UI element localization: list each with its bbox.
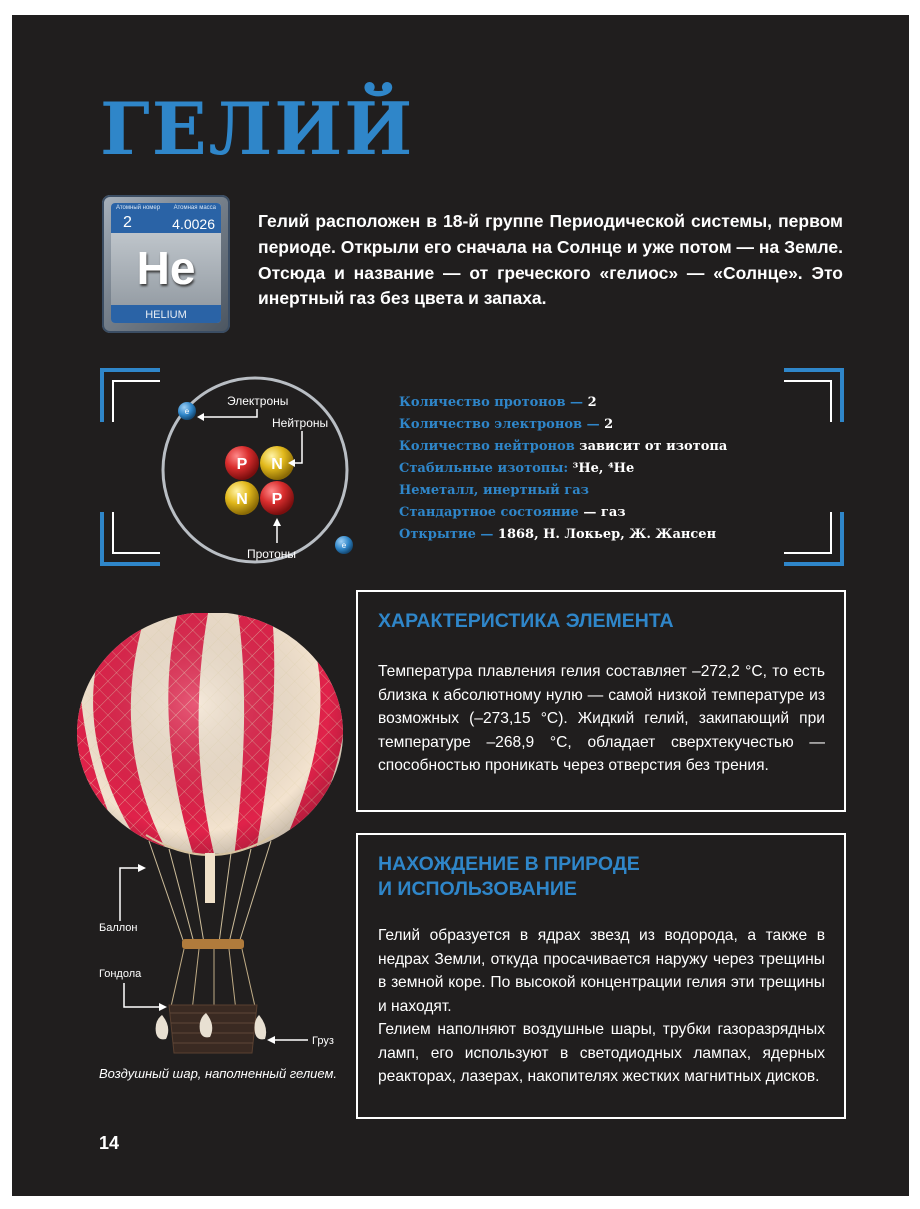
- property-electrons: [399, 414, 727, 436]
- balloon-caption: Воздушный шар, наполненный гелием.: [99, 1066, 338, 1081]
- balloon-envelope: [74, 613, 344, 873]
- intro-text: Гелий расположен в 18-й группе Периодической системы, первом периоде. Открыли его сначала на Солнце и уже потом — на Земле. Отсюда и название — от греческого «гелиос» — «Солнце». Это инертный газ без цвета и запаха.: [258, 211, 843, 309]
- property-protons: [399, 392, 727, 414]
- balloon-pointer: [120, 868, 139, 921]
- property-value: — газ: [578, 505, 626, 520]
- property-key: Количество нейтронов: [399, 439, 575, 454]
- occurrence-paragraph-1: Гелий образуется в ядрах звезд из водорода, а также в недрах Земли, откуда просачивается наружу через трещины в земной коре. По высокой концентрации гелия эти трещины и находят.: [378, 927, 825, 1015]
- svg-text:e: e: [184, 407, 190, 416]
- gondola-ropes: [170, 949, 256, 1011]
- electron-bottom: [335, 536, 353, 554]
- element-name: HELIUM: [145, 309, 187, 321]
- page-number: 14: [99, 1133, 120, 1153]
- svg-text:P: P: [236, 456, 248, 473]
- cargo-label: Груз: [312, 1035, 334, 1047]
- frame-corner-top-left: [100, 368, 160, 422]
- characteristics-box: [356, 590, 846, 812]
- svg-text:N: N: [236, 491, 248, 508]
- svg-text:N: N: [271, 456, 283, 473]
- properties-list: [399, 392, 727, 546]
- property-value: ³He, ⁴He: [568, 461, 635, 476]
- property-value: 1868, Н. Локьер, Ж. Жансен: [493, 527, 717, 542]
- neutron-bottom-left: [225, 481, 259, 515]
- proton-top-left: [225, 446, 259, 480]
- property-key: Неметалл, инертный газ: [399, 483, 589, 498]
- gondola-arrowhead: [159, 1003, 167, 1011]
- atomic-number: 2: [123, 214, 132, 231]
- atom-diagram: [152, 365, 362, 575]
- property-class: [399, 480, 727, 502]
- occurrence-box: [356, 833, 846, 1119]
- occurrence-paragraph-2: Гелием наполняют воздушные шары, трубки газоразрядных ламп, его используют в светодиодных лампах, ядерных реакторах, лазерах, накопителях жестких магнитных дисков.: [378, 1021, 825, 1085]
- property-key: Стабильные изотопы:: [399, 461, 569, 476]
- balloon-neck: [205, 853, 215, 903]
- property-value: зависит от изотопа: [574, 439, 728, 454]
- svg-text:P: P: [271, 491, 283, 508]
- gondola-ring: [182, 939, 244, 949]
- gondola-pointer: [124, 983, 160, 1007]
- sandbag-left: [156, 1015, 169, 1039]
- frame-corner-bottom-left: [100, 512, 160, 566]
- svg-text:e: e: [341, 541, 347, 550]
- gondola-basket: [169, 1005, 257, 1053]
- electron-top: [178, 402, 196, 420]
- occurrence-heading: [378, 852, 640, 902]
- characteristics-heading: ХАРАКТЕРИСТИКА ЭЛЕМЕНТА: [378, 610, 674, 632]
- electrons-label: Электроны: [227, 394, 289, 408]
- property-key: Количество электронов —: [399, 417, 600, 432]
- occurrence-heading-line2: И ИСПОЛЬЗОВАНИЕ: [378, 878, 577, 900]
- element-symbol: He: [136, 242, 196, 294]
- page: [12, 15, 909, 1196]
- property-key: Количество протонов —: [399, 395, 584, 410]
- property-value: 2: [599, 417, 614, 432]
- atomic-number-label: Атомный номер: [116, 205, 161, 211]
- property-value: 2: [583, 395, 597, 410]
- element-tile: [102, 195, 230, 333]
- occurrence-heading-line1: НАХОЖДЕНИЕ В ПРИРОДЕ: [378, 853, 640, 875]
- balloon-label: Баллон: [99, 922, 138, 934]
- sandbag-right: [255, 1015, 267, 1039]
- property-key: Стандартное состояние: [399, 505, 579, 520]
- balloon-illustration: [74, 613, 344, 1059]
- atomic-mass-label: Атомная масса: [173, 205, 216, 211]
- neutrons-label: Нейтроны: [272, 416, 329, 430]
- frame-corner-bottom-right: [784, 512, 844, 566]
- property-state: [399, 502, 727, 524]
- electrons-arrowhead: [197, 413, 204, 421]
- frame-corner-top-right: [784, 368, 844, 422]
- page-title: ГЕЛИЙ: [100, 86, 415, 171]
- property-neutrons: [399, 436, 727, 458]
- atomic-mass: 4.0026: [172, 216, 215, 232]
- gondola-label: Гондола: [99, 968, 142, 980]
- cargo-arrowhead: [267, 1036, 275, 1044]
- characteristics-text: Температура плавления гелия составляет –272,2 °С, то есть близка к абсолютному нулю — самой низкой температуре из возможных (–273,15 °С). Жидкий гелий, закипающий при температуре –268,9 °С, обладает сверхтекучестью — способностью проникать через отверстия без трения.: [378, 663, 825, 774]
- neutrons-pointer: [294, 431, 302, 463]
- property-key: Открытие —: [399, 527, 494, 542]
- property-discovery: [399, 524, 727, 546]
- balloon-arrowhead: [138, 864, 146, 872]
- property-isotopes: [399, 458, 727, 480]
- electrons-pointer: [200, 409, 257, 417]
- protons-label: Протоны: [247, 547, 296, 561]
- proton-bottom-right: [260, 481, 294, 515]
- protons-arrowhead: [273, 518, 281, 526]
